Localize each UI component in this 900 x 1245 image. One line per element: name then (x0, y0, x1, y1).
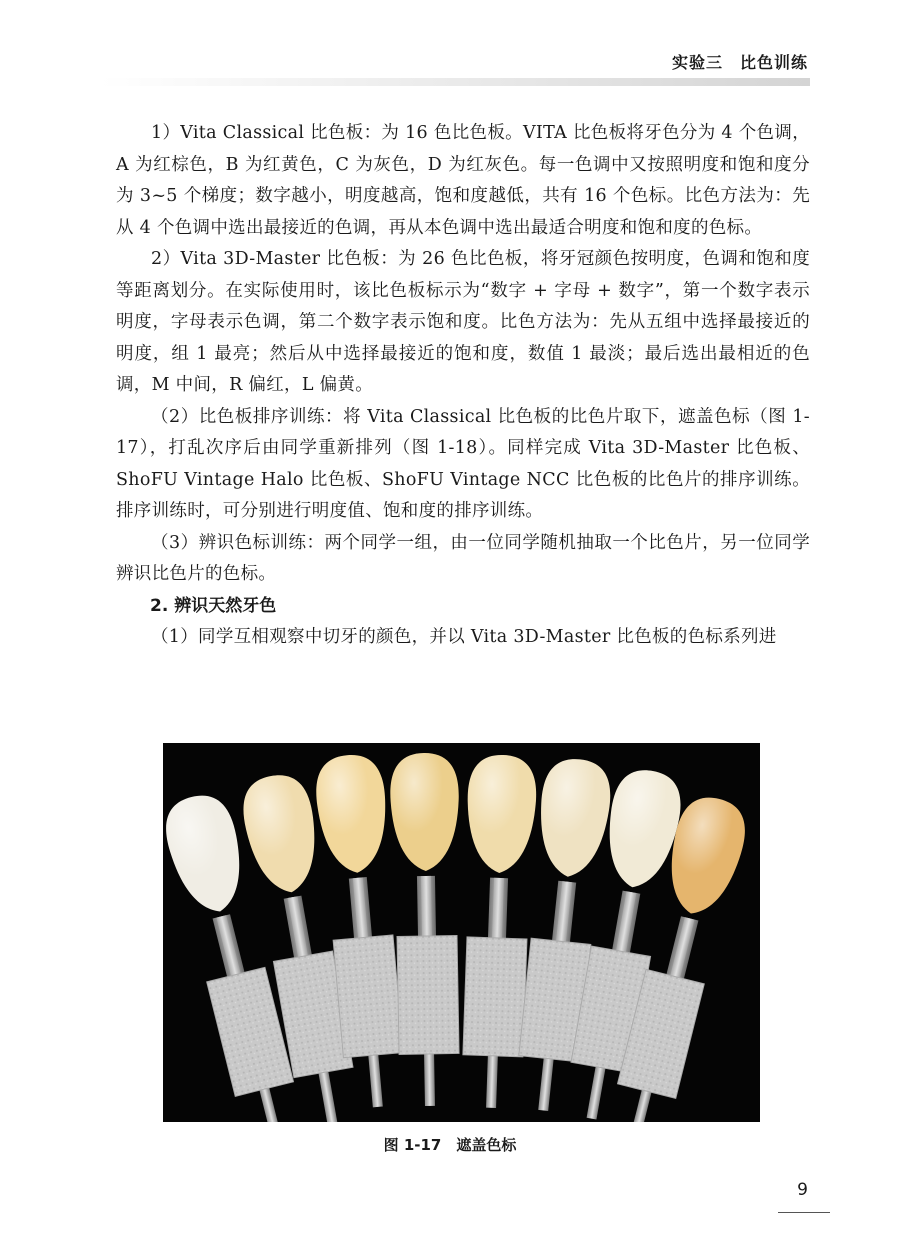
paragraph-vita-3d-master: 2）Vita 3D-Master 比色板：为 26 色比色板，将牙冠颜色按明度，色调和饱和度等距离划分。在实际使用时，该比色板标示为“数字 + 字母 + 数字”，第一个数字表示明度，字母表示色调，第二个数字表示饱和度。比色方法为：先从五组中选择最接近的明度，组 1 最亮；然后从中选择最接近的饱和度，数值 1 最淡；最后选出最相近的色调，M 中间，R 偏红，L 偏黄。 (116, 249, 810, 395)
paragraph-vita-classical: 1）Vita Classical 比色板：为 16 色比色板。VITA 比色板将牙色分为 4 个色调，A 为红棕色，B 为红黄色，C 为灰色，D 为红灰色。每一色调中又按照明度和饱和度分为 3~5 个梯度；数字越小，明度越高，饱和度越低，共有 16 个色标。比色方法为：先从 4 个色调中选出最接近的色调，再从本色调中选出最适合明度和饱和度的色标。 (116, 123, 810, 238)
figure-caption: 图 1-17 遮盖色标 (383, 1136, 517, 1154)
page-number: 9 (797, 1180, 808, 1200)
paragraph-observe-incisors: （1）同学互相观察中切牙的颜色，并以 Vita 3D-Master 比色板的色标系列进 (151, 627, 777, 647)
shade-tab-photo (163, 743, 760, 1122)
chapter-title: 实验三 比色训练 (671, 53, 808, 72)
paragraph-identify-training: （3）辨识色标训练：两个同学一组，由一位同学随机抽取一个比色片，另一位同学辨识比色片的色标。 (116, 532, 810, 584)
section-heading: 2. 辨识天然牙色 (150, 595, 277, 616)
header-rule (100, 78, 810, 86)
body-text (116, 118, 810, 654)
running-header (0, 0, 900, 90)
paragraph-sorting-training: （2）比色板排序训练：将 Vita Classical 比色板的比色片取下，遮盖色标（图 1-17），打乱次序后由同学重新排列（图 1-18）。同样完成 Vita 3D-Master 比色板、ShoFU Vintage Halo 比色板、ShoFU Vintage NCC 比色板的比色片的排序训练。排序训练时，可分别进行明度值、饱和度的排序训练。 (116, 406, 810, 521)
footer-rule (778, 1212, 830, 1213)
